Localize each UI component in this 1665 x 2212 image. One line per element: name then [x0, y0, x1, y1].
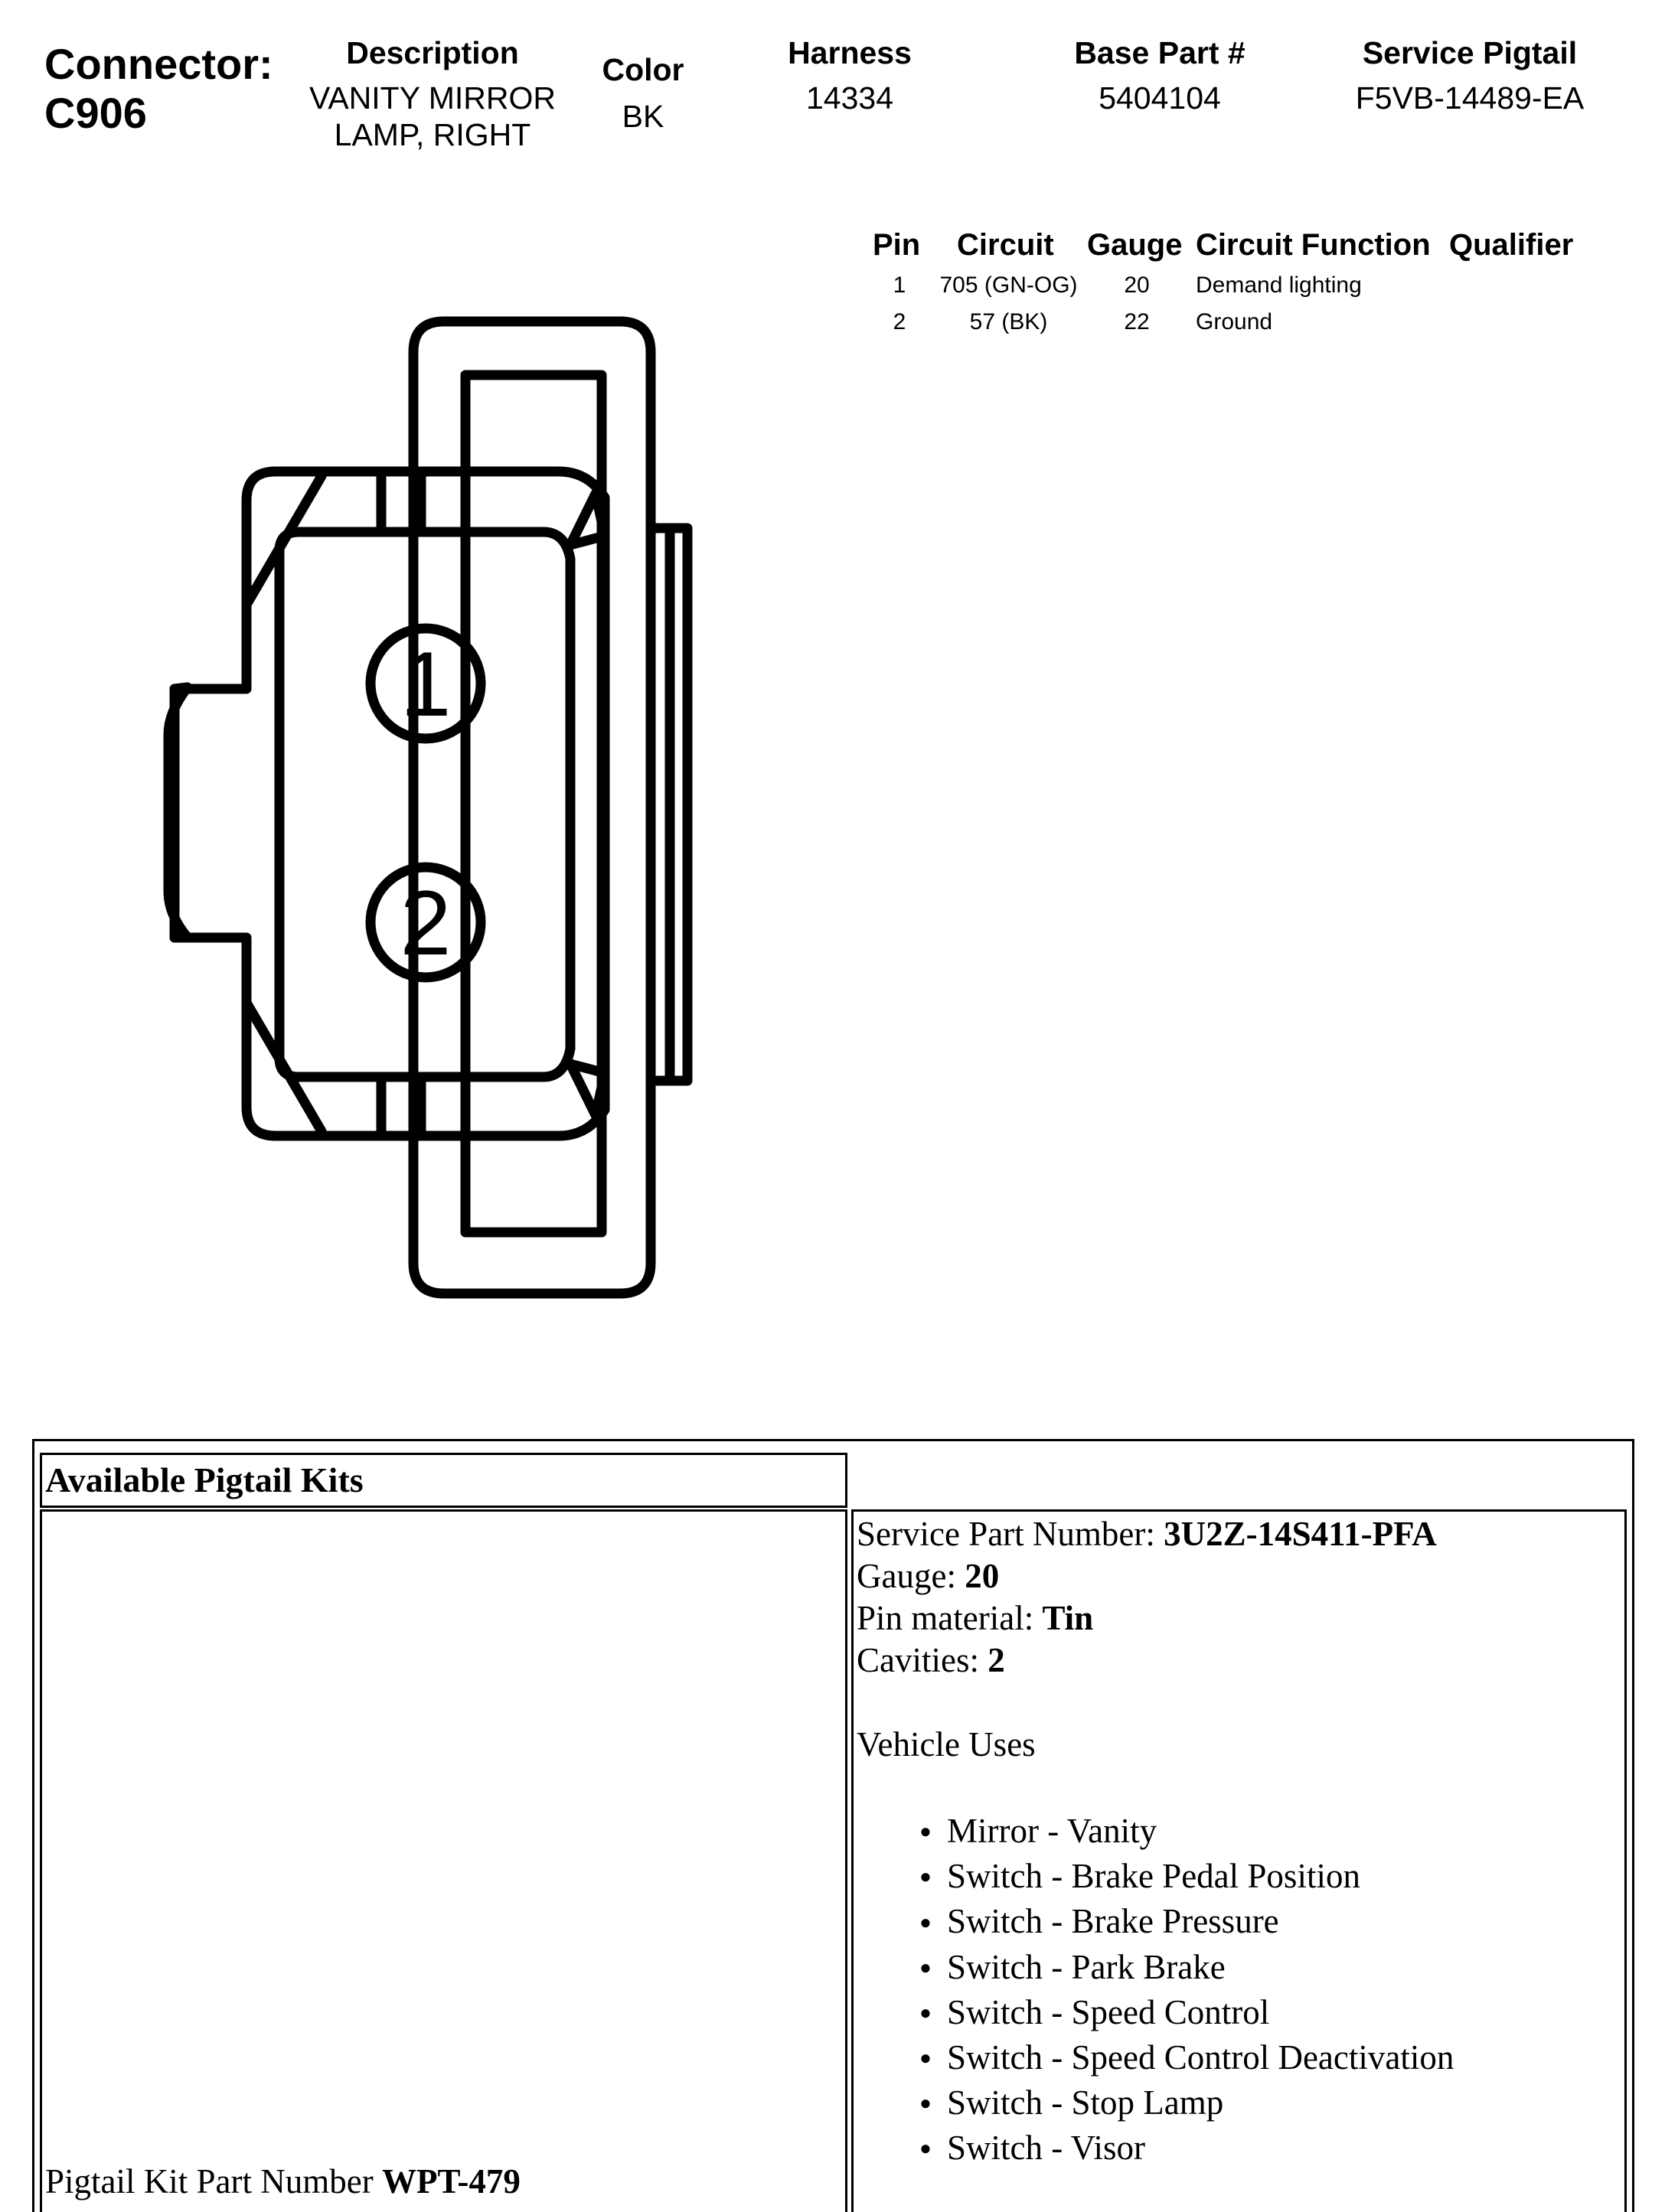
connector-id: C906: [44, 89, 147, 137]
row2-gauge: 22: [1124, 309, 1150, 334]
connector-label: Connector:: [44, 40, 273, 88]
list-item: ● Switch - Speed Control Deactivation: [904, 2037, 1454, 2082]
base-part-label: Base Part #: [1074, 35, 1245, 70]
latch-arrow-top: [570, 494, 605, 545]
harness-label: Harness: [788, 35, 912, 70]
latch-window: [465, 375, 602, 1232]
cavities-value: 2: [988, 1641, 1005, 1679]
harness-value: 14334: [805, 80, 893, 116]
connector-body: [175, 471, 605, 1136]
row1-circuit: 705 (GN-OG): [939, 272, 1078, 298]
row2-function: Ground: [1196, 309, 1273, 334]
service-part-number-line: [857, 1513, 1437, 1555]
gauge-line: [857, 1555, 999, 1597]
pigtail-section-title: Available Pigtail Kits: [45, 1460, 364, 1499]
pin-material-line: [857, 1597, 1093, 1639]
description-label: Description: [346, 35, 519, 70]
base-part-value: 5404104: [1099, 80, 1221, 116]
pigtail-kit-part-number: [45, 2161, 521, 2203]
pin-material-label: Pin material:: [857, 1599, 1034, 1637]
kit-part-value: WPT-479: [381, 2162, 521, 2201]
cavities-label: Cavities:: [857, 1641, 979, 1679]
circuit-col-header: Circuit: [957, 228, 1054, 262]
list-item: ● Mirror - Vanity: [904, 1810, 1454, 1855]
pigtail-right-cell: [851, 1509, 1627, 2212]
row1-gauge: 20: [1124, 272, 1150, 298]
pigtail-title-cell: [40, 1453, 847, 1508]
vehicle-uses-list: [904, 1810, 1454, 2172]
list-item: ● Switch - Park Brake: [904, 1946, 1454, 1992]
list-item: ● Switch - Speed Control: [904, 1992, 1454, 2037]
latch-arrow-bottom: [570, 1064, 605, 1115]
list-item: ● Switch - Brake Pedal Position: [904, 1855, 1454, 1900]
connector-face: [279, 532, 570, 1077]
gauge-value: 20: [965, 1557, 1000, 1595]
pin-2-label: 2: [400, 872, 452, 974]
pin-1-label: 1: [400, 633, 452, 736]
vehicle-uses-label: Vehicle Uses: [857, 1725, 1036, 1763]
description-value-line1: VANITY MIRROR: [309, 80, 556, 116]
list-item: ● Switch - Visor: [904, 2127, 1454, 2172]
row2-pin: 2: [893, 309, 906, 334]
function-col-header: Circuit Function: [1196, 228, 1431, 262]
service-part-value: 3U2Z-14S411-PFA: [1164, 1515, 1437, 1553]
pin-material-value: Tin: [1042, 1599, 1094, 1637]
row2-circuit: 57 (BK): [969, 309, 1048, 334]
gauge-col-header: Gauge: [1087, 228, 1183, 262]
service-part-label: Service Part Number:: [857, 1515, 1155, 1553]
service-pigtail-label: Service Pigtail: [1362, 35, 1578, 70]
color-label: Color: [602, 52, 684, 87]
gauge-label: Gauge:: [857, 1557, 956, 1595]
pin-col-header: Pin: [873, 228, 921, 262]
qualifier-col-header: Qualifier: [1449, 228, 1574, 262]
kit-part-label: Pigtail Kit Part Number: [45, 2162, 374, 2201]
list-item: ● Switch - Brake Pressure: [904, 1900, 1454, 1946]
list-item: ● Switch - Stop Lamp: [904, 2082, 1454, 2127]
description-value-line2: LAMP, RIGHT: [334, 117, 531, 152]
row1-function: Demand lighting: [1196, 272, 1362, 298]
connector-diagram: [0, 0, 766, 1378]
cavities-line: [857, 1639, 1005, 1682]
row1-pin: 1: [893, 272, 906, 298]
pigtail-left-cell: [40, 1509, 847, 2212]
service-pigtail-value: F5VB-14489-EA: [1355, 80, 1585, 116]
color-value: BK: [622, 99, 664, 134]
